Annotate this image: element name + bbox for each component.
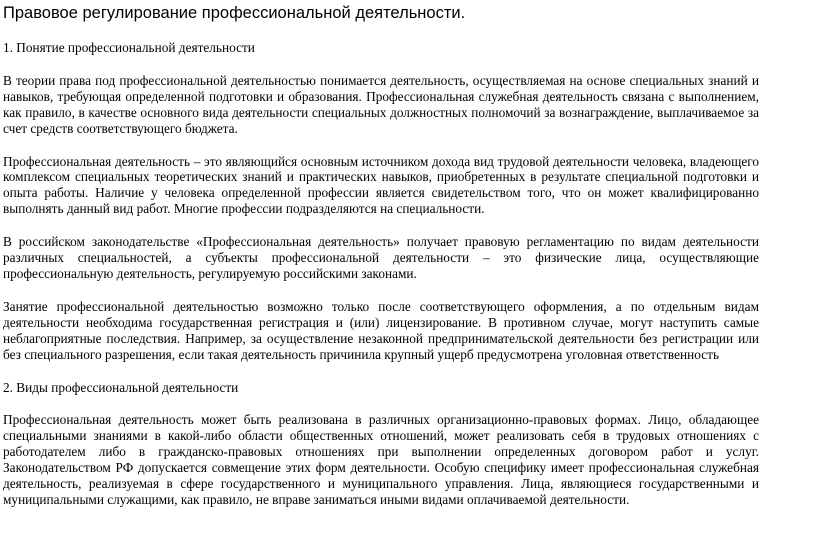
section-2-heading: 2. Виды профессиональной деятельности [3,379,239,395]
paragraph-5: Профессиональная деятельность может быть реализована в различных организационно-правовых формах. Лицо, обладающее специальными знаниями в какой-либо области общественных отношений, может реализовать себя в трудовых отношениях с работодателем либо в гражданско-правовых отношениях при выполнении определенных договором работ и услуг. Законодательством РФ допускается совмещение этих форм деятельности. Особую специфику имеет профессиональная служебная деятельность, реализуемая в сфере государственного и муниципального управления. Лица, являющиеся государственными и муниципальными служащими, как правило, не вправе заниматься иными видами оплачиваемой деятельности. [3,412,759,507]
paragraph-1: В теории права под профессиональной деятельностью понимается деятельность, осуществляемая на основе специальных знаний и навыков, требующая определенной подготовки и образования. Профессиональная служебная деятельность связана с выполнением, как правило, в качестве основного вида деятельности специальных должностных полномочий за вознаграждение, выплачиваемое за счет средств соответствующего бюджета. [3,72,759,136]
paragraph-2: Профессиональная деятельность – это являющийся основным источником дохода вид трудовой деятельности человека, владеющего комплексом специальных теоретических знаний и практических навыков, приобретенных в результате специальной подготовки и опыта работы. Наличие у человека определенной профессии является свидетельством того, что он может квалифицированно выполнять данный вид работ. Многие профессии подразделяются на специальности. [3,153,759,217]
section-1-heading: 1. Понятие профессиональной деятельности [3,40,255,55]
paragraph-4: Занятие профессиональной деятельностью возможно только после соответствующего оформления, а по отдельным видам деятельности необходима государственная регистрация и (или) лицензирование. В противном случае, могут наступить самые неблагоприятные последствия. Например, за осуществление незаконной предпринимательской деятельности без регистрации или без специального разрешения, если такая деятельность причинила крупный ущерб предусмотрена уголовная ответственность [3,298,759,362]
paragraph-3: В российском законодательстве «Профессиональная деятельность» получает правовую регламентацию по видам деятельности различных специальностей, а субъекты профессиональной деятельности – это физические лица, осуществляющие профессиональную деятельность, регулируемую российскими законами. [3,234,759,281]
document-title: Правовое регулирование профессиональной деятельности. [3,4,466,22]
